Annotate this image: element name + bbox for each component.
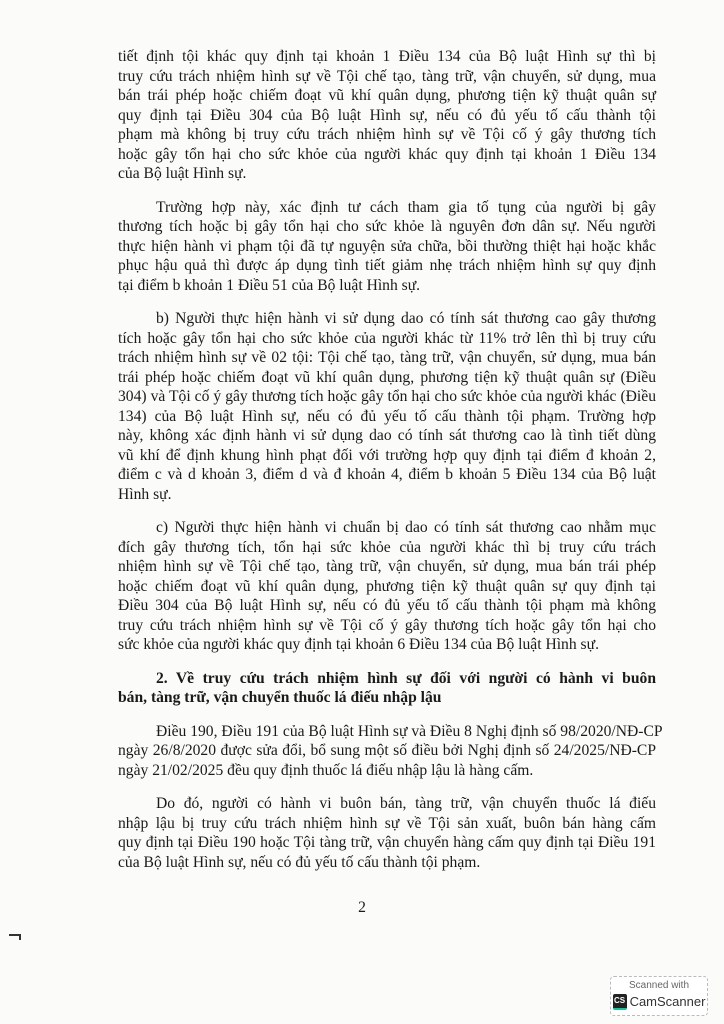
text-line: phục hậu quả thì được áp dụng tình tiết giảm nhẹ trách nhiệm hình sự quy định (118, 257, 656, 274)
text-line: 304) và Tội cố ý gây thương tích hoặc gây tổn hại cho sức khỏe của người khác (Điều (118, 388, 656, 405)
text-line: bán, tàng trữ, vận chuyển thuốc lá điếu nhập lậu (118, 689, 442, 706)
text-line: hoặc chiếm đoạt vũ khí quân dụng, phương tiện kỹ thuật quân sự quy định tại (118, 577, 656, 595)
text-line: Điều 304 của Bộ luật Hình sự, nếu có đủ yếu tố cấu thành tội phạm mà không (118, 597, 656, 614)
text-line: này, không xác định hành vi sử dụng dao có tính sát thương cao là tình tiết dùng (118, 427, 656, 444)
text-line: quy định tại Điều 190 hoặc Tội tàng trữ, vận chuyển hàng cấm quy định tại Điều 191 (118, 834, 656, 851)
text-line: truy cứu trách nhiệm hình sự về Tội cố ý gây thương tích hoặc gây tổn hại cho (118, 616, 656, 634)
text-line: nhiệm hình sự về Tội chế tạo, tàng trữ, vận chuyển, sử dụng, mua bán trái phép (118, 558, 656, 575)
text-line: truy cứu trách nhiệm hình sự về Tội chế tạo, tàng trữ, vận chuyển, sử dụng, mua (118, 67, 656, 85)
text-line: tại điểm b khoản 1 Điều 51 của Bộ luật Hình sự. (118, 276, 421, 294)
text-line: của Bộ luật Hình sự, nếu có đủ yếu tố cấu thành tội phạm. (118, 853, 481, 871)
paragraph (118, 198, 656, 296)
text-line: bán trái phép hoặc chiếm đoạt vũ khí quân dụng, phương tiện kỹ thuật quân sự (118, 87, 656, 104)
text-line: hoặc gây tổn hại cho sức khỏe của người khác quy định tại khoản 1 Điều 134 (118, 145, 656, 163)
watermark-line1: Scanned with (628, 980, 690, 991)
camscanner-watermark (610, 976, 708, 1016)
document-body (118, 47, 663, 872)
text-line: quy định tại Điều 304 của Bộ luật Hình sự, nếu có đủ yếu tố cấu thành tội (118, 106, 656, 124)
text-line: 2. Về truy cứu trách nhiệm hình sự đối với người có hành vi buôn (156, 669, 656, 687)
text-line: phạm mà không bị truy cứu trách nhiệm hình sự về Tội cố ý gây thương tích (118, 126, 656, 143)
text-line: trái phép hoặc chiếm đoạt vũ khí quân dụng, phương tiện kỹ thuật quân sự (Điều (118, 368, 656, 386)
section-heading (118, 669, 656, 708)
text-line: của Bộ luật Hình sự. (118, 165, 247, 182)
crop-mark (9, 934, 21, 936)
text-line: sức khỏe của người khác quy định tại khoản 6 Điều 134 của Bộ luật Hình sự. (118, 636, 599, 653)
paragraph (118, 309, 656, 504)
camscanner-logo-icon: CS (613, 994, 627, 1010)
text-line: ngày 21/02/2025 đều quy định thuốc lá điếu nhập lậu là hàng cấm. (118, 761, 534, 779)
text-line: thương tích hoặc bị gây tổn hại cho sức khỏe là nguyên đơn dân sự. Nếu người (118, 218, 656, 235)
text-line: tiết định tội khác quy định tại khoản 1 Điều 134 của Bộ luật Hình sự thì bị (118, 48, 656, 65)
text-line: b) Người thực hiện hành vi sử dụng dao có tính sát thương cao gây thương (156, 310, 656, 327)
paragraph (118, 722, 663, 781)
text-line: vũ khí để định khung hình phạt đối với trường hợp quy định tại điểm đ khoản 2, (118, 446, 656, 464)
page-number: 2 (358, 899, 366, 916)
text-line: 134) của Bộ luật Hình sự, nếu có đủ yếu tố cấu thành tội phạm. Trường hợp (118, 407, 656, 425)
paragraph (118, 47, 656, 184)
text-line: c) Người thực hiện hành vi chuẩn bị dao có tính sát thương cao nhằm mục (156, 519, 656, 536)
text-line: tích hoặc gây tổn hại cho sức khỏe của người khác từ 11% trở lên thì bị truy cứu (118, 329, 656, 347)
text-line: ngày 26/8/2020 được sửa đổi, bổ sung một số điều bởi Nghị định số 24/2025/NĐ-CP (118, 742, 656, 759)
text-line: thực hiện hành vi phạm tội đã tự nguyện sửa chữa, bồi thường thiệt hại hoặc khắc (118, 237, 656, 255)
text-line: Do đó, người có hành vi buôn bán, tàng trữ, vận chuyển thuốc lá điếu (156, 795, 656, 812)
paragraph (118, 518, 656, 655)
paragraph (118, 794, 656, 872)
text-line: Hình sự. (118, 485, 172, 503)
text-line: nhập lậu bị truy cứu trách nhiệm hình sự về Tội sản xuất, buôn bán hàng cấm (118, 814, 656, 832)
text-line: đích gây thương tích, tổn hại sức khỏe của người khác thì bị truy cứu trách (118, 538, 656, 556)
watermark-line2: CamScanner (629, 994, 706, 1009)
text-line: trách nhiệm hình sự về 02 tội: Tội chế tạo, tàng trữ, vận chuyển, sử dụng, mua bán (118, 349, 656, 366)
text-line: Trường hợp này, xác định tư cách tham gia tố tụng của người bị gây (156, 198, 656, 216)
text-line: điểm c và d khoản 3, điểm d và đ khoản 4, điểm b khoản 5 Điều 134 của Bộ luật (118, 466, 656, 483)
text-line: Điều 190, Điều 191 của Bộ luật Hình sự và Điều 8 Nghị định số 98/2020/NĐ-CP (156, 722, 663, 740)
